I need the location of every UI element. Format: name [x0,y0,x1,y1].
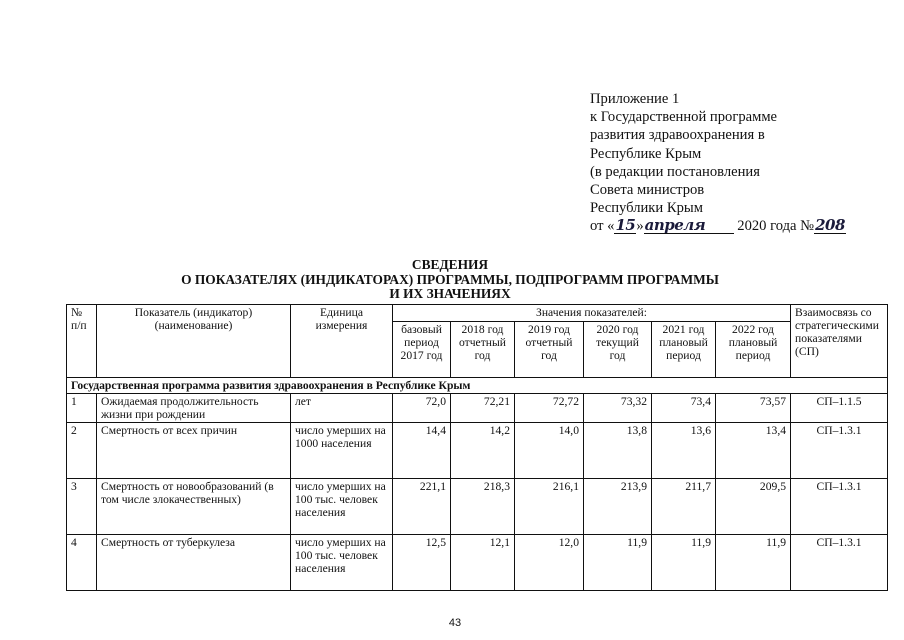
row-value: 73,57 [716,394,791,423]
row-value: 14,0 [515,423,584,479]
annex-line-4: Республике Крым [590,145,702,162]
header-year: 2022 год плановый период [716,322,791,378]
row-value: 13,6 [652,423,716,479]
header-unit: Единица измерения [291,305,393,378]
section-row [67,378,888,394]
header-values-group: Значения показателей: [393,305,791,322]
handwritten-day: 15 [615,216,636,235]
annex-line-1: Приложение 1 [590,91,680,107]
annex-line-6: Совета министров [590,182,705,199]
date-mid: » [636,218,644,235]
row-indicator: Смертность от новообразований (в том числе злокачественных) [97,479,291,535]
header-link: Взаимосвязь со стратегическими показателями (СП) [791,305,888,378]
annex-block [590,90,870,236]
table-row [67,535,888,591]
row-value: 13,8 [584,423,652,479]
header-year: 2020 год текущий год [584,322,652,378]
row-unit: число умерших на 1000 населения [291,423,393,479]
section-title: Государственная программа развития здравоохранения в Республике Крым [67,378,888,394]
annex-line-2: к Государственной программе [590,109,778,126]
row-link: СП–1.3.1 [791,479,888,535]
indicators-table [66,304,888,591]
heading-subtitle-2: И ИХ ЗНАЧЕНИЯХ [389,286,511,302]
row-num: 3 [67,479,97,535]
annex-line-7: Республики Крым [590,200,703,217]
row-value: 13,4 [716,423,791,479]
row-value: 12,1 [451,535,515,591]
row-value: 11,9 [652,535,716,591]
row-unit: число умерших на 100 тыс. человек населения [291,479,393,535]
annex-line-5: (в редакции постановления [590,163,760,180]
row-value: 73,32 [584,394,652,423]
header-year: 2018 год отчетный год [451,322,515,378]
row-num: 2 [67,423,97,479]
row-value: 11,9 [716,535,791,591]
row-num: 4 [67,535,97,591]
row-value: 213,9 [584,479,652,535]
handwritten-month: апреля [644,218,734,234]
row-value: 73,4 [652,394,716,423]
annex-date-line [590,217,870,235]
row-value: 14,2 [451,423,515,479]
table-row [67,479,888,535]
row-value: 11,9 [584,535,652,591]
row-num: 1 [67,394,97,423]
table-row [67,394,888,423]
row-indicator: Смертность от всех причин [97,423,291,479]
row-value: 218,3 [451,479,515,535]
header-num: № п/п [67,305,97,378]
header-year: базовый период 2017 год [393,322,451,378]
row-link: СП–1.3.1 [791,423,888,479]
row-value: 12,0 [515,535,584,591]
row-value: 72,0 [393,394,451,423]
heading-subtitle-1: О ПОКАЗАТЕЛЯХ (ИНДИКАТОРАХ) ПРОГРАММЫ, ПОДПРОГРАММ ПРОГРАММЫ [181,271,719,287]
row-indicator: Ожидаемая продолжительность жизни при рождении [97,394,291,423]
annex-line-3: развития здравоохранения в [590,127,765,144]
table-header-row [67,305,888,322]
document-heading [90,258,810,302]
row-value: 72,21 [451,394,515,423]
table-row [67,423,888,479]
row-value: 209,5 [716,479,791,535]
row-value: 221,1 [393,479,451,535]
row-value: 14,4 [393,423,451,479]
row-link: СП–1.3.1 [791,535,888,591]
header-year: 2021 год плановый период [652,322,716,378]
row-value: 12,5 [393,535,451,591]
row-link: СП–1.1.5 [791,394,888,423]
row-value: 72,72 [515,394,584,423]
header-year: 2019 год отчетный год [515,322,584,378]
row-value: 216,1 [515,479,584,535]
handwritten-number: 208 [815,216,845,235]
row-unit: число умерших на 100 тыс. человек населения [291,535,393,591]
date-prefix: от « [590,218,615,235]
row-value: 211,7 [652,479,716,535]
date-year: 2020 года № [737,218,815,235]
page-number: 43 [448,617,462,629]
row-indicator: Смертность от туберкулеза [97,535,291,591]
heading-title: СВЕДЕНИЯ [411,257,489,272]
row-unit: лет [291,394,393,423]
header-indicator: Показатель (индикатор) (наименование) [97,305,291,378]
